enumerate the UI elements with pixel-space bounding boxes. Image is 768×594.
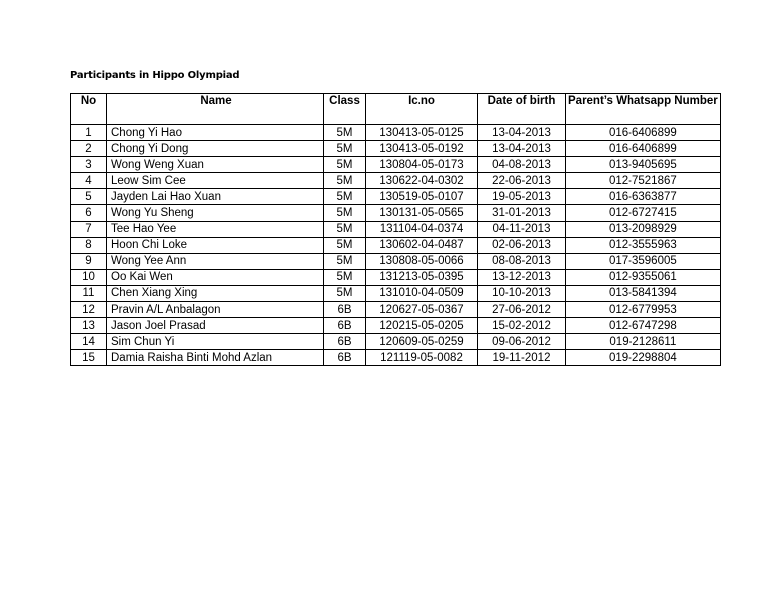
cell-no: 10 — [71, 269, 107, 285]
cell-name: Jason Joel Prasad — [107, 318, 324, 334]
cell-parent-whatsapp: 012-9355061 — [566, 269, 721, 285]
cell-icno: 130602-04-0487 — [366, 237, 478, 253]
cell-icno: 120609-05-0259 — [366, 334, 478, 350]
header-icno: Ic.no — [366, 94, 478, 125]
cell-name: Wong Yu Sheng — [107, 205, 324, 221]
cell-name: Wong Yee Ann — [107, 253, 324, 269]
cell-no: 2 — [71, 141, 107, 157]
cell-class: 6B — [324, 302, 366, 318]
cell-date-of-birth: 04-08-2013 — [478, 157, 566, 173]
header-name: Name — [107, 94, 324, 125]
cell-no: 14 — [71, 334, 107, 350]
cell-parent-whatsapp: 019-2128611 — [566, 334, 721, 350]
cell-class: 6B — [324, 334, 366, 350]
cell-icno: 130622-04-0302 — [366, 173, 478, 189]
cell-parent-whatsapp: 013-9405695 — [566, 157, 721, 173]
cell-icno: 130804-05-0173 — [366, 157, 478, 173]
cell-date-of-birth: 09-06-2012 — [478, 334, 566, 350]
cell-class: 5M — [324, 205, 366, 221]
cell-icno: 130413-05-0125 — [366, 125, 478, 141]
table-row — [71, 269, 721, 285]
cell-name: Chong Yi Hao — [107, 125, 324, 141]
cell-date-of-birth: 08-08-2013 — [478, 253, 566, 269]
table-row — [71, 302, 721, 318]
cell-date-of-birth: 02-06-2013 — [478, 237, 566, 253]
cell-class: 5M — [324, 157, 366, 173]
cell-date-of-birth: 27-06-2012 — [478, 302, 566, 318]
cell-no: 11 — [71, 285, 107, 301]
cell-name: Oo Kai Wen — [107, 269, 324, 285]
cell-class: 5M — [324, 173, 366, 189]
cell-name: Chen Xiang Xing — [107, 285, 324, 301]
cell-name: Pravin A/L Anbalagon — [107, 302, 324, 318]
cell-parent-whatsapp: 017-3596005 — [566, 253, 721, 269]
cell-class: 6B — [324, 318, 366, 334]
cell-no: 4 — [71, 173, 107, 189]
cell-name: Leow Sim Cee — [107, 173, 324, 189]
cell-date-of-birth: 31-01-2013 — [478, 205, 566, 221]
cell-icno: 120627-05-0367 — [366, 302, 478, 318]
table-row — [71, 125, 721, 141]
cell-icno: 130808-05-0066 — [366, 253, 478, 269]
cell-name: Damia Raisha Binti Mohd Azlan — [107, 350, 324, 366]
header-date-of-birth: Date of birth — [478, 94, 566, 125]
cell-name: Chong Yi Dong — [107, 141, 324, 157]
cell-class: 6B — [324, 350, 366, 366]
cell-no: 15 — [71, 350, 107, 366]
cell-parent-whatsapp: 013-5841394 — [566, 285, 721, 301]
cell-icno: 130519-05-0107 — [366, 189, 478, 205]
cell-date-of-birth: 13-12-2013 — [478, 269, 566, 285]
table-row — [71, 253, 721, 269]
cell-parent-whatsapp: 012-7521867 — [566, 173, 721, 189]
cell-name: Hoon Chi Loke — [107, 237, 324, 253]
cell-no: 7 — [71, 221, 107, 237]
cell-parent-whatsapp: 012-3555963 — [566, 237, 721, 253]
table-row — [71, 221, 721, 237]
cell-class: 5M — [324, 285, 366, 301]
cell-no: 12 — [71, 302, 107, 318]
table-row — [71, 141, 721, 157]
table-row — [71, 157, 721, 173]
cell-name: Tee Hao Yee — [107, 221, 324, 237]
cell-class: 5M — [324, 125, 366, 141]
cell-class: 5M — [324, 237, 366, 253]
cell-no: 13 — [71, 318, 107, 334]
cell-class: 5M — [324, 253, 366, 269]
table-row — [71, 350, 721, 366]
cell-date-of-birth: 10-10-2013 — [478, 285, 566, 301]
cell-no: 3 — [71, 157, 107, 173]
cell-icno: 131213-05-0395 — [366, 269, 478, 285]
header-class: Class — [324, 94, 366, 125]
cell-no: 1 — [71, 125, 107, 141]
cell-parent-whatsapp: 012-6779953 — [566, 302, 721, 318]
cell-class: 5M — [324, 141, 366, 157]
cell-parent-whatsapp: 016-6363877 — [566, 189, 721, 205]
cell-parent-whatsapp: 016-6406899 — [566, 141, 721, 157]
document-title: Participants in Hippo Olympiad — [70, 70, 240, 81]
header-parent-whatsapp: Parent’s Whatsapp Number — [566, 94, 721, 125]
cell-date-of-birth: 13-04-2013 — [478, 141, 566, 157]
cell-date-of-birth: 22-06-2013 — [478, 173, 566, 189]
cell-parent-whatsapp: 012-6747298 — [566, 318, 721, 334]
table-row — [71, 334, 721, 350]
cell-icno: 120215-05-0205 — [366, 318, 478, 334]
cell-date-of-birth: 19-05-2013 — [478, 189, 566, 205]
cell-parent-whatsapp: 012-6727415 — [566, 205, 721, 221]
cell-no: 9 — [71, 253, 107, 269]
cell-class: 5M — [324, 221, 366, 237]
table-row — [71, 318, 721, 334]
cell-icno: 130413-05-0192 — [366, 141, 478, 157]
cell-parent-whatsapp: 013-2098929 — [566, 221, 721, 237]
cell-no: 8 — [71, 237, 107, 253]
table-row — [71, 237, 721, 253]
participants-table — [70, 93, 721, 366]
cell-date-of-birth: 19-11-2012 — [478, 350, 566, 366]
table-row — [71, 285, 721, 301]
table-row — [71, 205, 721, 221]
table-row — [71, 173, 721, 189]
cell-name: Jayden Lai Hao Xuan — [107, 189, 324, 205]
cell-no: 5 — [71, 189, 107, 205]
cell-icno: 121119-05-0082 — [366, 350, 478, 366]
cell-date-of-birth: 04-11-2013 — [478, 221, 566, 237]
cell-parent-whatsapp: 016-6406899 — [566, 125, 721, 141]
cell-class: 5M — [324, 189, 366, 205]
cell-icno: 131104-04-0374 — [366, 221, 478, 237]
header-no: No — [71, 94, 107, 125]
cell-icno: 131010-04-0509 — [366, 285, 478, 301]
cell-date-of-birth: 15-02-2012 — [478, 318, 566, 334]
cell-date-of-birth: 13-04-2013 — [478, 125, 566, 141]
table-header-row — [71, 94, 721, 125]
cell-parent-whatsapp: 019-2298804 — [566, 350, 721, 366]
cell-name: Sim Chun Yi — [107, 334, 324, 350]
cell-name: Wong Weng Xuan — [107, 157, 324, 173]
cell-no: 6 — [71, 205, 107, 221]
cell-icno: 130131-05-0565 — [366, 205, 478, 221]
cell-class: 5M — [324, 269, 366, 285]
table-row — [71, 189, 721, 205]
